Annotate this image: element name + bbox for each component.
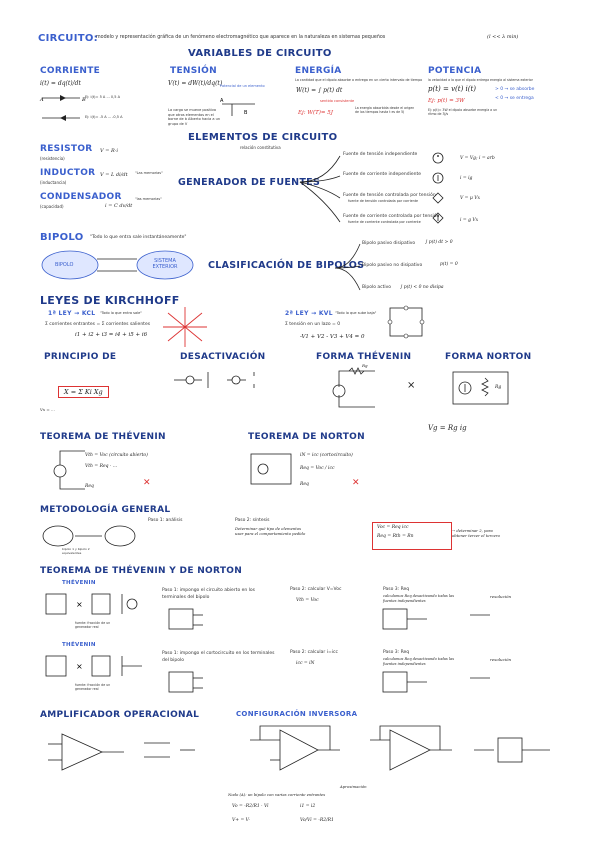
teo-tn-row2-paso-2-eq: icc = iN xyxy=(296,661,315,666)
condensador-note: "las memorias" xyxy=(135,197,162,201)
metodologia-title: METODOLOGÍA GENERAL xyxy=(40,505,171,515)
forma-norton-eq: Vg = Rg ig xyxy=(428,424,467,432)
svg-text:⨯: ⨯ xyxy=(76,600,83,609)
amp-inversor-diagram-2 xyxy=(360,722,460,777)
fuente-sub-3: fuente de tensión controlada por corriente xyxy=(348,199,419,203)
section-title-elementos: ELEMENTOS DE CIRCUITO xyxy=(188,132,338,143)
fuente-item-1: Fuente de tensión independiente xyxy=(343,152,418,157)
amp-eq-3: V+ = V- xyxy=(232,818,251,823)
clasificacion-tree xyxy=(335,238,365,298)
inductor-sub: (inductancia) xyxy=(40,180,67,185)
forma-thevenin-diagram xyxy=(325,365,385,410)
forma-thevenin-title: FORMA THÉVENIN xyxy=(316,352,412,362)
teo-tn-row1-paso-3: Paso 3: Req xyxy=(383,587,410,592)
energia-ej2: La energía absorbida desde el origen de los tiempos hasta t es de 5J xyxy=(355,106,415,114)
tension-diagram xyxy=(220,94,260,124)
teo-tn-row2-paso-1: Paso 1: impongo el cortocircuito en los terminales del bipolo xyxy=(162,651,275,663)
metodologia-foot: bipolo 1 y bipolo 2 equivalentes xyxy=(62,547,90,555)
tension-desc: La carga se mueve positiva que otros elementos en el borne de b Alberto hacia a un grupo de V xyxy=(168,108,221,126)
page-subtitle: modelo y representación gráfica de un fenómeno electromagnético que aparece en la naturaleza en sistemas pequeños xyxy=(96,35,386,40)
teo-norton-title: TEOREMA DE NORTON xyxy=(248,432,365,442)
kcl-title: 1ª LEY → KCL xyxy=(48,310,96,317)
corriente-title: CORRIENTE xyxy=(40,66,101,76)
amp-inversor-diagram-3 xyxy=(470,730,560,770)
teo-norton-eq-2: Req = Voc / icc xyxy=(300,466,335,471)
potencia-ej: Ej: p(t) = 3W xyxy=(428,98,465,104)
resistor-formula: V = R·i xyxy=(100,148,118,154)
teo-tn-row1-paso-3-desc: calculamos Req desactivando todas las fuentes independientes xyxy=(383,594,455,603)
generador-title: GENERADOR DE FUENTES xyxy=(178,177,321,188)
clasificacion-item-1: Bipolo pasivo disipativo xyxy=(362,241,416,246)
potencia-title: POTENCIA xyxy=(428,66,482,76)
svg-text:⨯: ⨯ xyxy=(76,662,83,671)
fuentes-symbols xyxy=(430,150,460,230)
bipolo-left: BIPOLO xyxy=(55,262,74,268)
potencia-formula: p(t) = v(t) i(t) xyxy=(428,85,477,93)
corriente-note-1: Ej: i(t)= 5 A ... 0,5 A xyxy=(85,95,120,99)
kvl-text: Σ tensión en un lazo = 0 xyxy=(285,322,341,327)
teo-thevenin-title: TEOREMA DE THÉVENIN xyxy=(40,432,166,442)
kvl-quote: "Todo lo que sube baja" xyxy=(335,311,377,315)
svg-text:B: B xyxy=(244,110,248,116)
energia-note: sentido consistente xyxy=(320,99,355,103)
clasificacion-title: CLASIFICACIÓN DE BIPOLOS xyxy=(208,260,365,271)
kcl-quote: "Todo lo que entra sale" xyxy=(100,311,142,315)
amp-inversor-diagram xyxy=(240,722,350,777)
fuente-item-4: Fuente de corriente controlada por tensión xyxy=(343,214,440,219)
bipolo-right: SISTEMA EXTERIOR xyxy=(152,258,178,270)
teo-norton-diagram xyxy=(245,450,295,490)
principio-title: PRINCIPIO DE xyxy=(44,352,117,362)
teo-thevenin-eq-2: Vth = Req · ... xyxy=(85,464,118,469)
forma-thevenin-label: Rg xyxy=(362,363,368,368)
teo-tn-row2-circuits xyxy=(165,668,495,698)
clasificacion-item-2: Bipolo pasivo no disipativo xyxy=(362,263,423,268)
teo-thevenin-cross-icon: ✕ xyxy=(143,478,151,488)
principio-note: Vx = ... xyxy=(40,407,55,412)
teo-tn-row2-extra: resolución xyxy=(490,657,512,662)
fuente-eq-2: i = ig xyxy=(460,176,473,181)
equivalence-icon: ⨯ xyxy=(407,380,416,391)
bipolo-quote: "Todo lo que entra sale instantáneamente" xyxy=(90,235,187,240)
elementos-subtitle: relación constitutiva xyxy=(240,145,281,150)
amp-note-1: Nodo (A): un bipolo con varias corriente entrantes xyxy=(228,792,326,797)
forma-norton-title: FORMA NORTON xyxy=(445,352,532,362)
fuente-eq-3: V = μ Vx xyxy=(460,196,481,201)
fuente-eq-1: V = Vg; i = arb xyxy=(460,156,495,161)
teo-thevenin-eq-1: Vth = Voc (circuito abierto) xyxy=(85,453,148,458)
section-title-variables: VARIABLES DE CIRCUITO xyxy=(188,48,332,59)
svg-text:A: A xyxy=(40,97,44,103)
metodologia-paso-2: Paso 2: síntesis xyxy=(235,518,270,523)
teo-tn-row1-paso-1: Paso 1: impongo el circuito abierto en los terminales del bipolo xyxy=(162,588,256,600)
kcl-eq: i1 + i2 + i3 = i4 + i5 + i6 xyxy=(75,332,148,338)
fuente-item-3: Fuente de tensión controlada por tensión xyxy=(343,193,436,198)
fuente-item-2: Fuente de corriente independiente xyxy=(343,172,421,177)
teo-tn-row1-paso-2-eq: Vth = Voc xyxy=(296,598,319,603)
teo-tn-row2-foot: fuente: fracción de un generador real xyxy=(75,683,111,691)
corriente-note-2: Ej: i(t)= -5 A ... -0,5 A xyxy=(85,115,123,119)
bipolo-title: BIPOLO xyxy=(40,232,84,243)
teo-tn-row1-extra: resolución xyxy=(490,594,512,599)
potencia-desc: la velocidad a la que el dipolo entrega energía al sistema exterior xyxy=(428,78,533,82)
tension-formula: V(t) = dW(t)/dq(t) xyxy=(168,80,223,87)
principio-box: X = Σ Ki Xg xyxy=(58,386,109,398)
kvl-loop xyxy=(380,300,435,345)
kvl-eq: -V1 + V2 - V3 + V4 = 0 xyxy=(300,334,365,340)
amp-config-title: CONFIGURACIÓN INVERSORA xyxy=(236,710,358,718)
teo-tn-title: TEOREMA DE THÉVENIN Y DE NORTON xyxy=(40,566,243,576)
svg-text:A: A xyxy=(220,98,224,104)
energia-formula: W(t) = ∫ p(t) dt xyxy=(296,87,343,94)
teo-tn-row2-paso-3: Paso 3: Req xyxy=(383,650,410,655)
clasificacion-eq-2: p(t) = 0 xyxy=(440,262,458,267)
inductor-formula: V = L di/dt xyxy=(100,172,128,178)
potencia-ej2: Ej: p(t)= 3W el dipolo absorbe energía a un ritmo de 3J/s xyxy=(428,108,498,116)
tension-note: Potencial de un elemento xyxy=(220,84,265,88)
desactivacion-diagram xyxy=(172,368,262,393)
clasificacion-eq-1: ∫ p(t) dt > 0 xyxy=(425,240,453,245)
energia-desc: La cantidad que el dipolo absorbe o entrega en un cierto intervalo de tiempo xyxy=(295,78,423,82)
amp-eq-2: i1 = i2 xyxy=(300,804,316,809)
forma-norton-label: Rg xyxy=(495,385,502,390)
resistor-title: RESISTOR xyxy=(40,144,93,154)
svg-text:B: B xyxy=(82,97,86,103)
amp-eq-4: Vo/Vi = -R2/R1 xyxy=(300,818,334,823)
potencia-legend-1: > 0 → se absorbe xyxy=(495,87,535,92)
teo-tn-row1-paso-2: Paso 2: calcular V=Voc xyxy=(290,587,342,592)
energia-ej: Ej: W(T)= 5J xyxy=(298,110,333,116)
fuente-sub-4: fuente de corriente controlada por corriente xyxy=(348,220,421,224)
header-note: (l << λ min) xyxy=(487,34,519,40)
teo-norton-cross-icon: ✕ xyxy=(352,478,360,488)
resistor-sub: (resistencia) xyxy=(40,156,65,161)
kcl-text: Σ corrientes entrantes = Σ corrientes salientes xyxy=(45,322,151,327)
page-title: CIRCUITO: xyxy=(38,33,98,44)
amp-symbol-2 xyxy=(140,735,200,765)
metodologia-box-1: Voc = Req icc xyxy=(377,525,409,530)
condensador-title: CONDENSADOR xyxy=(40,192,122,202)
metodologia-box-2: Req = Rth = Rn xyxy=(377,534,414,539)
kirchhoff-title: LEYES DE KIRCHHOFF xyxy=(40,294,180,307)
teo-tn-row2-paso-2: Paso 2: calcular i=icc xyxy=(290,650,338,655)
teo-tn-thevenin-label-1: THÉVENIN xyxy=(62,580,96,586)
tension-title: TENSIÓN xyxy=(170,66,217,76)
amp-symbol-1 xyxy=(42,730,132,775)
metodologia-paso-1: Paso 1: análisis xyxy=(148,518,183,523)
amp-note-2: Aproximación xyxy=(340,784,367,789)
teo-tn-row1-circuits xyxy=(165,605,495,635)
clasificacion-eq-3: ∫ p(t) < 0 no disipa xyxy=(400,285,444,290)
forma-norton-diagram xyxy=(445,368,515,408)
teo-thevenin-diagram xyxy=(45,445,90,490)
potencia-legend-2: < 0 → se entrega xyxy=(495,96,534,101)
fuente-eq-4: i = g Vx xyxy=(460,218,479,223)
kcl-node xyxy=(160,305,210,350)
inductor-title: INDUCTOR xyxy=(40,168,96,178)
desactivacion-title: DESACTIVACIÓN xyxy=(180,352,266,362)
teo-tn-row2-paso-3-desc: calculamos Req desactivando todas las fuentes independientes xyxy=(383,657,455,666)
teo-norton-eq-3: Req xyxy=(300,482,309,487)
clasificacion-item-3: Bipolo activo xyxy=(362,285,392,290)
teo-thevenin-eq-3: Req xyxy=(85,484,94,489)
energia-title: ENERGÍA xyxy=(295,66,342,76)
amp-eq-1: Vo = -R2/R1 · Vi xyxy=(232,804,269,809)
condensador-sub: (capacidad) xyxy=(40,204,64,209)
metodologia-paso-2-desc: Determinar qué tipo de elementos usar para el comportamiento pedido xyxy=(235,526,306,536)
teo-tn-row1-foot: fuente: fracción de un generador real xyxy=(75,621,111,629)
teo-tn-thevenin-label-2: THÉVENIN xyxy=(62,642,96,648)
metodologia-box xyxy=(372,522,452,550)
teo-norton-eq-1: iN = icc (cortocircuito) xyxy=(300,453,353,458)
metodologia-arrow: → determinar 2, para obtener tercer el tercero xyxy=(452,528,500,538)
condensador-formula: i = C dv/dt xyxy=(105,203,133,209)
amp-title: AMPLIFICADOR OPERACIONAL xyxy=(40,710,200,720)
kvl-title: 2ª LEY → KVL xyxy=(285,310,333,317)
corriente-formula: i(t) = dq(t)/dt xyxy=(40,80,81,87)
inductor-note: "Las memorias" xyxy=(135,171,163,175)
